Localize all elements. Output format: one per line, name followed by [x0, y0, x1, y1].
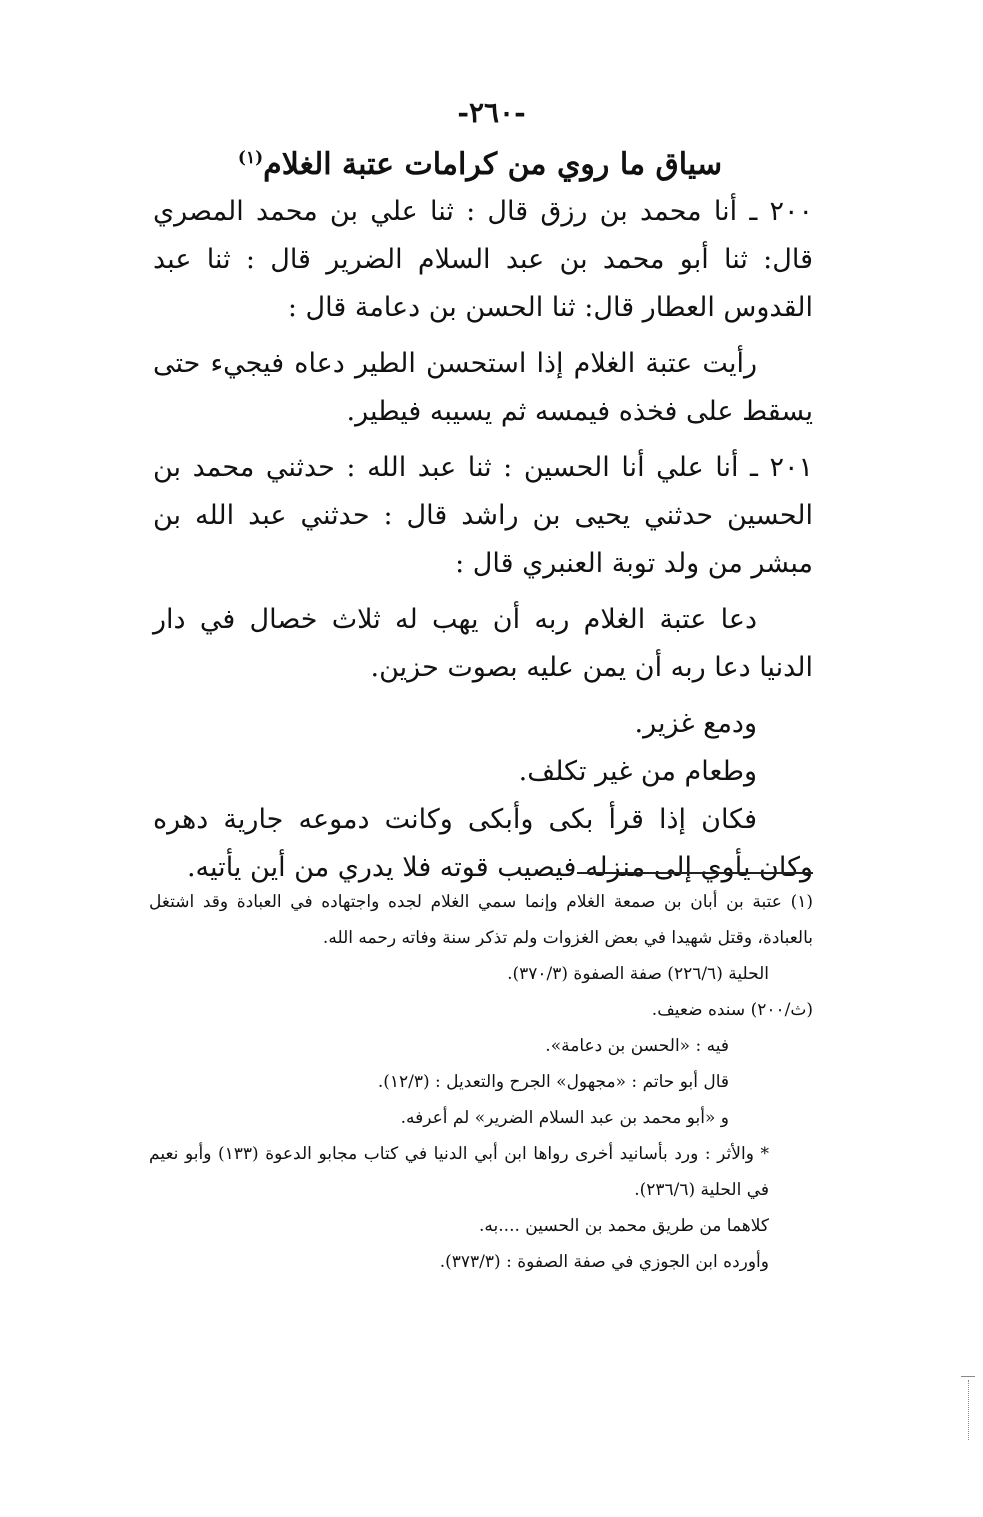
footnote-detail-2: قال أبو حاتم : «مجهول» الجرح والتعديل : (١٢/٣). [377, 1072, 729, 1092]
footnote-both: كلاهما من طريق محمد بن الحسين ....به. [479, 1216, 769, 1236]
page-number: -٢٦٠- [457, 96, 526, 129]
footnote-1-reference: الحلية (٢٢٦/٦) صفة الصفوة (٣٧٠/٣). [507, 964, 769, 984]
footnote-detail-3: و «أبو محمد بن عبد السلام الضرير» لم أعرفه. [400, 1108, 729, 1128]
footnote-grade: (ث/٢٠٠) سنده ضعيف. [651, 1000, 813, 1020]
footnote-marker: (١) [237, 148, 264, 168]
chapter-title-text: سياق ما روي من كرامات عتبة الغلام [263, 147, 723, 182]
scan-edge-tick [961, 1376, 975, 1377]
paragraph-text-201: دعا عتبة الغلام ربه أن يهب له ثلاث خصال في دار الدنيا دعا ربه أن يمن عليه بصوت حزين. [153, 604, 813, 683]
footnote-divider [577, 872, 813, 874]
paragraph-trait-2: ودمع غزير. [634, 708, 757, 739]
paragraph-isnad-201: ٢٠١ ـ أنا علي أنا الحسين : ثنا عبد الله : حدثني محمد بن الحسين حدثني يحيى بن راشد قال : حدثني عبد الله بن مبشر من ولد توبة العنبري قال : [153, 452, 813, 579]
footnote-1: (١) عتبة بن أبان بن صمعة الغلام وإنما سمي الغلام لجده واجتهاده في العبادة وقد اشتغل بالعبادة، وقتل شهيدا في بعض الغزوات ولم تذكر سنة وفاته رحمه الله. [149, 892, 813, 948]
footnote-athar: * والأثر : ورد بأسانيد أخرى رواها ابن أبي الدنيا في كتاب مجابو الدعوة (١٣٣) وأبو نعيم في الحلية (٢٣٦/٦). [149, 1144, 769, 1200]
footnote-detail-1: فيه : «الحسن بن دعامة». [545, 1036, 729, 1056]
paragraph-isnad-200: ٢٠٠ ـ أنا محمد بن رزق قال : ثنا علي بن محمد المصري قال: ثنا أبو محمد بن عبد السلام الضرير قال : ثنا عبد القدوس العطار قال: ثنا الحسن بن دعامة قال : [153, 196, 813, 323]
footnotes [149, 884, 813, 1280]
scan-edge-mark [967, 1380, 969, 1440]
paragraph-text-200: رأيت عتبة الغلام إذا استحسن الطير دعاه فيجيء حتى يسقط على فخذه فيمسه ثم يسيبه فيطير. [153, 348, 813, 427]
main-text [153, 188, 813, 892]
paragraph-conclusion: فكان إذا قرأ بكى وأبكى وكانت دموعه جارية دهره وكان يأوي إلى منزله فيصيب قوته فلا يدري من أين يأتيه. [153, 804, 813, 883]
paragraph-trait-3: وطعام من غير تكلف. [518, 756, 757, 787]
chapter-title [150, 134, 810, 189]
footnote-jawzi: وأورده ابن الجوزي في صفة الصفوة : (٣٧٣/٣). [439, 1252, 769, 1272]
